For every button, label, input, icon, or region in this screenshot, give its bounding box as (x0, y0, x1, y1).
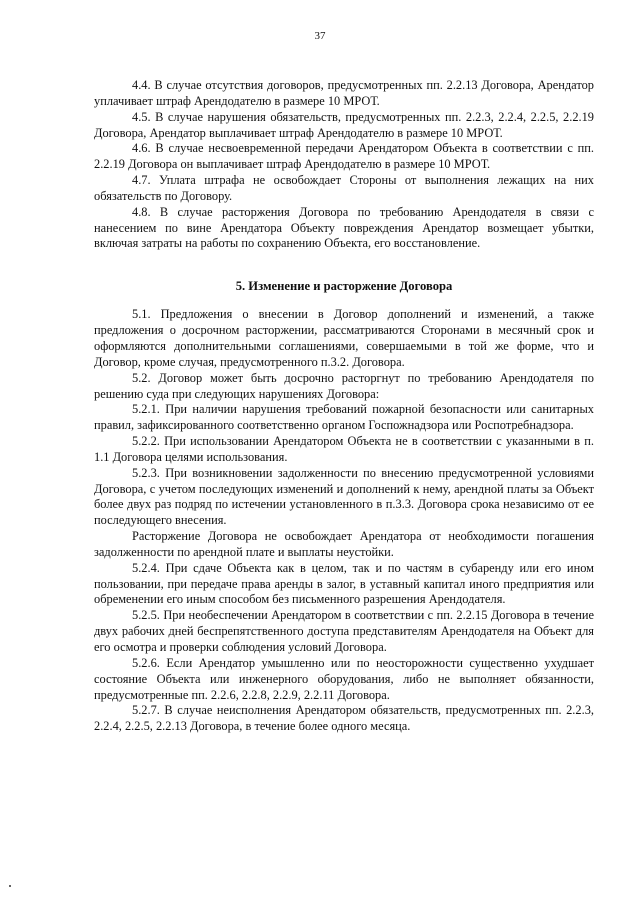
paragraph-5-2-6: 5.2.6. Если Арендатор умышленно или по неосторожности существенно ухудшает состояние Объекта или инженерного оборудования, либо не выполняет обязанности, предусмотренные пп. 2.2.6, 2.2.8, 2.2.9, 2.2.11 Договора. (94, 655, 594, 702)
paragraph-4-6: 4.6. В случае несвоевременной передачи Арендатором Объекта в соответствии с пп. 2.2.19 Договора он выплачивает штраф Арендодателю в размере 10 МРОТ. (94, 141, 594, 172)
paragraph-4-4: 4.4. В случае отсутствия договоров, предусмотренных пп. 2.2.13 Договора, Арендатор уплачивает штраф Арендодателю в размере 10 МРОТ. (94, 78, 594, 108)
paragraph-5-2-2: 5.2.2. При использовании Арендатором Объекта не в соответствии с указанными в п. 1.1 Договора целями использования. (94, 434, 594, 464)
paragraph-4-5: 4.5. В случае нарушения обязательств, предусмотренных пп. 2.2.3, 2.2.4, 2.2.5, 2.2.19 Договора, Арендатор выплачивает штраф Арендодателю в размере 10 МРОТ. (94, 109, 594, 140)
paragraph-5-2-4: 5.2.4. При сдаче Объекта как в целом, так и по частям в субаренду или его ином пользовании, при передаче права аренды в залог, в уставный капитал иного предприятия или обременении его иным способом без письменного разрешения Арендодателя. (94, 560, 594, 607)
paragraph-termination-note: Расторжение Договора не освобождает Арендатора от необходимости погашения задолженности по арендной плате и выплаты неустойки. (94, 529, 594, 559)
paragraph-4-8: 4.8. В случае расторжения Договора по требованию Арендодателя в связи с нанесением по вине Арендатора Объекту повреждения Арендатор возмещает убытки, включая затраты на работы по сохранению Объекта, его восстановление. (94, 204, 594, 251)
scan-speck (9, 885, 11, 887)
paragraph-5-2-7: 5.2.7. В случае неисполнения Арендатором обязательств, предусмотренных пп. 2.2.3, 2.2.4, 2.2.5, 2.2.13 Договора, в течение более одного месяца. (94, 703, 594, 734)
paragraph-5-2-1: 5.2.1. При наличии нарушения требований пожарной безопасности или санитарных правил, зафиксированного соответственно органом Госпожнадзора или Роспотребнадзора. (94, 402, 594, 433)
paragraph-5-1: 5.1. Предложения о внесении в Договор дополнений и изменений, а также предложения о досрочном расторжении, рассматриваются Сторонами в месячный срок и оформляются дополнительными соглашениями, совершаемыми в той же форме, что и Договор, кроме случая, предусмотренного п.3.2. Договора. (94, 307, 594, 369)
document-body (94, 78, 594, 735)
paragraph-5-2: 5.2. Договор может быть досрочно расторгнут по требованию Арендодателя по решению суда при следующих нарушениях Договора: (94, 370, 594, 401)
paragraph-4-7: 4.7. Уплата штрафа не освобождает Стороны от выполнения лежащих на них обязательств по Договору. (94, 173, 594, 203)
paragraph-5-2-3: 5.2.3. При возникновении задолженности по внесению предусмотренной условиями Договора, с учетом последующих изменений и дополнений к нему, арендной платы за Объект более двух раз подряд по истечении установленного в п.3.3. Договора срока независимо от ее последующего внесения. (94, 465, 594, 528)
section-5-heading: 5. Изменение и расторжение Договора (235, 279, 453, 294)
paragraph-5-2-5: 5.2.5. При необеспечении Арендатором в соответствии с пп. 2.2.15 Договора в течение двух рабочих дней беспрепятственного доступа представителям Арендодателя на Объект для его осмотра и проверки соблюдения условий Договора. (94, 608, 594, 654)
page-number: 37 (314, 30, 326, 42)
